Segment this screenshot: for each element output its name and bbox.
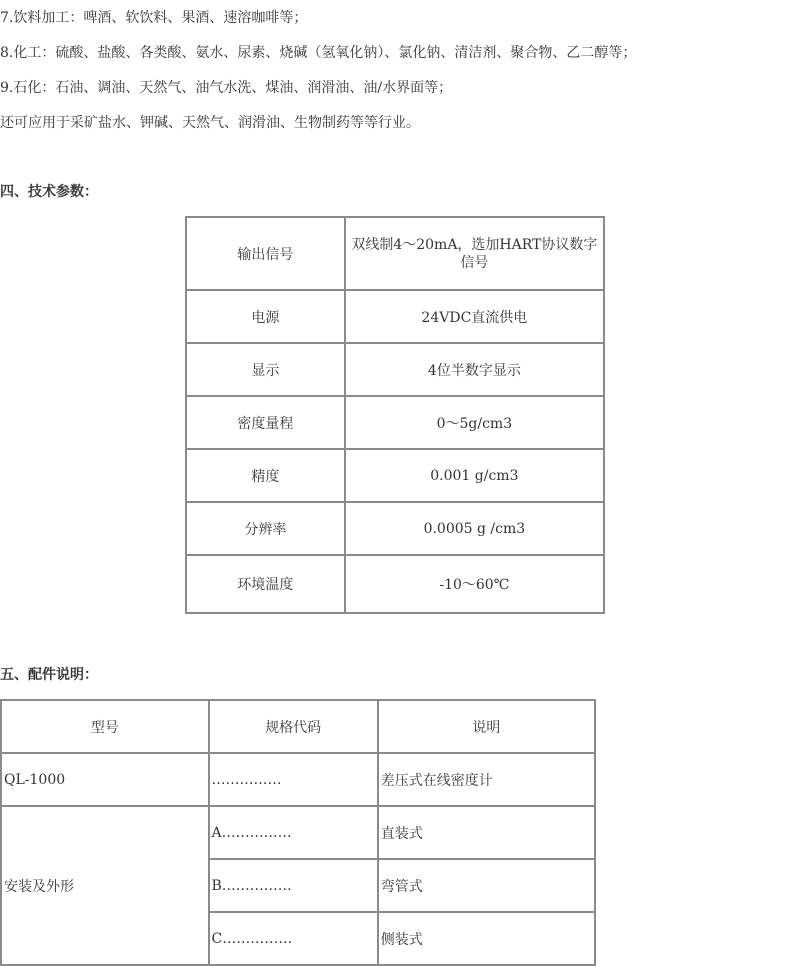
model-code: …………… xyxy=(209,753,378,806)
accessory-row xyxy=(1,806,595,859)
spec-value: 双线制4～20mA，选加HART协议数字信号 xyxy=(345,217,604,290)
spec-table xyxy=(185,216,605,614)
header-code: 规格代码 xyxy=(209,700,378,753)
spec-label: 密度量程 xyxy=(186,396,345,449)
spec-row xyxy=(186,555,604,613)
spec-row xyxy=(186,290,604,343)
install-desc: 直装式 xyxy=(378,806,595,859)
intro-line-other: 还可应用于采矿盐水、钾碱、天然气、润滑油、生物制药等等行业。 xyxy=(0,115,420,131)
install-name: 安装及外形 xyxy=(1,806,209,965)
section4-heading: 四、技术参数： xyxy=(0,184,98,200)
accessory-row xyxy=(1,753,595,806)
spec-value: 0～5g/cm3 xyxy=(345,396,604,449)
accessory-header-row xyxy=(1,700,595,753)
install-code: C…………… xyxy=(209,912,378,965)
spec-label: 分辨率 xyxy=(186,502,345,555)
intro-line-7: 7.饮料加工：啤酒、软饮料、果酒、速溶咖啡等； xyxy=(0,10,308,26)
spec-label: 显示 xyxy=(186,343,345,396)
spec-row xyxy=(186,217,604,290)
intro-line-9: 9.石化：石油、调油、天然气、油气水洗、煤油、润滑油、油/水界面等； xyxy=(0,80,453,96)
spec-label: 输出信号 xyxy=(186,217,345,290)
section5-heading: 五、配件说明： xyxy=(0,667,98,683)
spec-row xyxy=(186,396,604,449)
spec-label: 电源 xyxy=(186,290,345,343)
spec-value: 4位半数字显示 xyxy=(345,343,604,396)
intro-line-8: 8.化工：硫酸、盐酸、各类酸、氨水、尿素、烧碱（氢氧化钠）、氯化钠、清洁剂、聚合物、乙二醇等； xyxy=(0,45,637,61)
accessory-table xyxy=(0,699,596,966)
spec-value: 0.0005 g /cm3 xyxy=(345,502,604,555)
model-desc: 差压式在线密度计 xyxy=(378,753,595,806)
spec-label: 精度 xyxy=(186,449,345,502)
spec-row xyxy=(186,449,604,502)
spec-value: 24VDC直流供电 xyxy=(345,290,604,343)
spec-value: -10～60℃ xyxy=(345,555,604,613)
spec-row xyxy=(186,502,604,555)
install-code: A…………… xyxy=(209,806,378,859)
header-model: 型号 xyxy=(1,700,209,753)
install-desc: 弯管式 xyxy=(378,859,595,912)
install-code: B…………… xyxy=(209,859,378,912)
spec-label: 环境温度 xyxy=(186,555,345,613)
spec-row xyxy=(186,343,604,396)
spec-value: 0.001 g/cm3 xyxy=(345,449,604,502)
header-desc: 说明 xyxy=(378,700,595,753)
model-name: QL-1000 xyxy=(1,753,209,806)
install-desc: 侧装式 xyxy=(378,912,595,965)
